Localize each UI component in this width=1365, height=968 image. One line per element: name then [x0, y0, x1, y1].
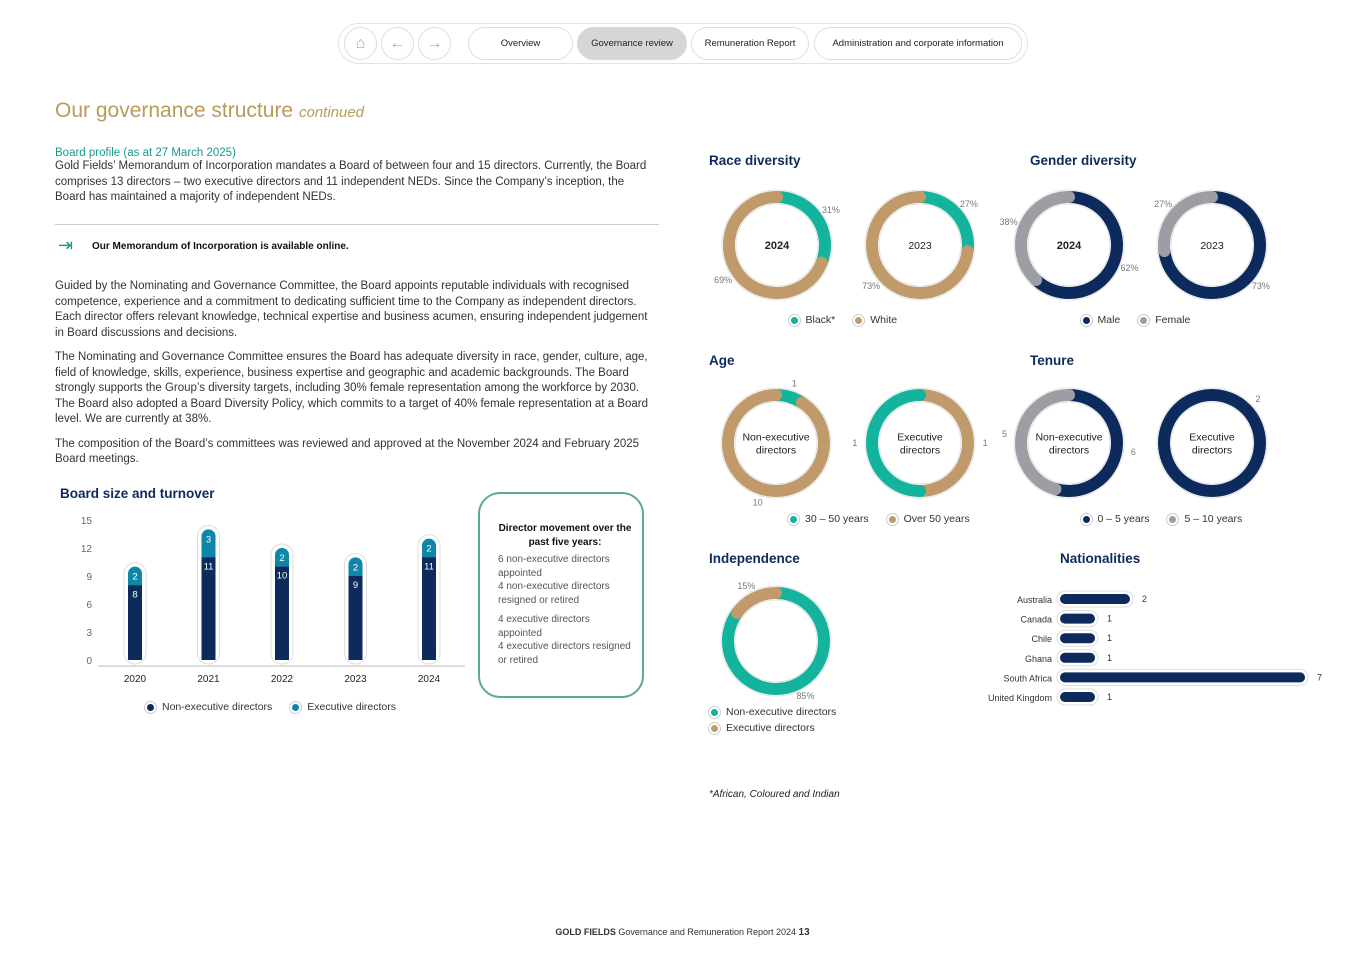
legend-item: [1081, 314, 1121, 326]
legend-item: [789, 314, 836, 326]
chart-title: Age: [709, 353, 735, 368]
legend-item: [1167, 513, 1242, 525]
bar-value: 2: [1142, 594, 1148, 604]
legend-swatch: [709, 723, 720, 734]
legend-label: 30 – 50 years: [805, 513, 869, 525]
category-label: South Africa: [1003, 673, 1052, 684]
category-label: Australia: [1016, 595, 1052, 605]
segment-label: 2: [1255, 394, 1261, 405]
legend-label: Executive directors: [726, 722, 815, 734]
x-tick-label: 2024: [417, 674, 441, 685]
bar-label: 10: [276, 570, 288, 582]
forward-button[interactable]: [418, 27, 451, 60]
legend-label: Female: [1155, 314, 1191, 326]
category-label: United Kingdom: [987, 693, 1052, 703]
donut-center-label: directors: [899, 444, 941, 457]
segment-label: 73%: [862, 281, 881, 292]
x-tick-label: 2022: [270, 674, 294, 685]
segment-label: 1: [852, 438, 858, 448]
legend-item: [1138, 314, 1190, 326]
bar-value: 1: [1107, 613, 1113, 624]
donut-inner-outline: [735, 600, 817, 682]
donut-center-label: 2024: [1056, 240, 1082, 252]
chart-legend: [789, 314, 898, 326]
tab-governance-review[interactable]: Governance review: [577, 27, 687, 60]
category-label: Canada: [1020, 614, 1052, 625]
legend-label: Black*: [805, 314, 836, 326]
y-tick-label: 3: [86, 628, 92, 639]
paragraph: Guided by the Nominating and Governance Committee, the Board appoints reputable individuals with recognised competence, experience and a commitment to dedicating sufficient time to the Company as independent directors. Each director offers relevant knowledge, technical expertise and business acumen, ensuring independent judgement in Board discussions and decisions.: [55, 280, 648, 339]
chart-title: Tenure: [1030, 353, 1075, 368]
chart-title: Gender diversity: [1030, 153, 1137, 168]
tab-overview[interactable]: Overview: [468, 27, 573, 60]
x-tick-label: 2021: [197, 674, 220, 685]
movement-line: 4 executive directors resigned or retired: [498, 641, 631, 666]
chart-legend: [1081, 314, 1191, 326]
x-tick-label: 2020: [123, 674, 147, 685]
legend-label: Male: [1097, 314, 1121, 326]
legend-item: [887, 513, 970, 525]
y-tick-label: 0: [86, 656, 92, 667]
segment-label: 62%: [1120, 262, 1139, 273]
bar-value: 1: [1107, 633, 1113, 644]
bar: [1060, 633, 1095, 643]
legend-swatch: [887, 514, 898, 525]
legend-swatch: [290, 702, 301, 713]
bar-label: 11: [424, 561, 434, 573]
title-text: Our governance structure: [55, 99, 294, 122]
donut-center-label: directors: [755, 444, 797, 457]
title-suffix: continued: [298, 104, 365, 121]
bar: [1060, 672, 1305, 682]
movement-line: 4 executive directors appointed: [498, 614, 590, 639]
link-out-icon: ⇥: [58, 235, 74, 255]
donut-chart: [697, 175, 857, 315]
y-tick-label: 9: [86, 572, 92, 583]
segment-label: 1: [791, 378, 797, 389]
donut-center-label: directors: [1191, 444, 1233, 457]
segment-label: 73%: [1251, 281, 1270, 292]
donut-chart: [1132, 373, 1292, 513]
paragraph: The Nominating and Governance Committee ensures the Board has adequate diversity in race, gender, culture, age, field of knowledge, skills, experience, business expertise and geographic and academic backgrounds. The Board strongly supports the Group’s diversity targets, including 30% female representation among the workforce by 2030. The Board also adopted a Board Diversity Policy, which commits to a target of 40% female representation at a Board level. We are currently at 38%.: [55, 351, 648, 425]
segment-label: 38%: [999, 217, 1018, 228]
donut-center-label: directors: [1048, 444, 1090, 457]
donut-center-label: Non-executive: [742, 431, 810, 444]
segment-label: 10: [752, 497, 763, 508]
bar-non-executive: [422, 557, 436, 660]
legend-label: 5 – 10 years: [1184, 513, 1243, 525]
donut-center-label: 2023: [908, 240, 932, 252]
footnote: *African, Coloured and Indian: [709, 789, 840, 800]
nationalities-title: Nationalities: [1060, 551, 1141, 566]
tab-remuneration-report[interactable]: Remuneration Report: [691, 27, 809, 60]
legend-swatch: [709, 707, 720, 718]
legend-swatch: [788, 514, 799, 525]
y-tick-label: 15: [80, 516, 92, 527]
legend-label: Executive directors: [307, 701, 396, 713]
legend-swatch: [789, 315, 800, 326]
bar-cap: [349, 652, 363, 660]
page-title: [55, 99, 364, 123]
paragraph: The composition of the Board’s committees was reviewed and approved at the November 2024 and February 2025 Board meetings.: [55, 437, 640, 465]
chart-legend: [788, 513, 970, 525]
donut-chart: [696, 373, 856, 513]
bar-cap: [202, 652, 216, 660]
legend-item: [145, 701, 272, 713]
segment-label: 85%: [796, 691, 815, 702]
legend-swatch: [145, 702, 156, 713]
chart-legend: [709, 706, 836, 734]
legend-label: Non-executive directors: [162, 701, 273, 713]
footer: [0, 927, 1365, 938]
movement-title: Director movement over the past five years:: [498, 523, 632, 548]
board-size-chart: [60, 505, 480, 690]
legend-item: [709, 722, 815, 734]
bar-label: 9: [352, 580, 359, 591]
donut-segment: [777, 197, 825, 263]
donut-center-label: Non-executive: [1035, 431, 1103, 444]
memorandum-link[interactable]: Our Memorandum of Incorporation is available online.: [92, 241, 349, 252]
category-label: Ghana: [1024, 653, 1052, 664]
legend-item: [709, 706, 836, 718]
bar-label: 3: [205, 534, 212, 546]
donut-chart: [696, 571, 856, 711]
legend-swatch: [1081, 315, 1092, 326]
legend-swatch: [1138, 315, 1149, 326]
bar-value: 1: [1107, 652, 1113, 663]
home-icon: ⌂: [355, 34, 366, 52]
bar-value: 1: [1107, 692, 1113, 702]
tab-administration[interactable]: Administration and corporate information: [814, 27, 1022, 60]
segment-label: 31%: [821, 205, 840, 216]
bar-value: 7: [1317, 672, 1323, 683]
bar-non-executive: [202, 557, 216, 660]
bar-label: 8: [132, 589, 138, 601]
board-profile-title: Board profile (as at 27 March 2025): [55, 147, 236, 159]
board-size-title: Board size and turnover: [60, 486, 215, 501]
y-tick-label: 12: [80, 544, 92, 555]
segment-label: 5: [1002, 429, 1008, 440]
chart-title: Independence: [709, 551, 800, 566]
bar: [1060, 692, 1095, 702]
legend-swatch: [1167, 514, 1178, 525]
bar-label: 11: [203, 561, 214, 573]
x-tick-label: 2023: [344, 674, 367, 685]
director-movement-box: [478, 492, 644, 698]
donut-center-label: 2024: [764, 240, 790, 252]
back-button[interactable]: [381, 27, 414, 60]
bar: [1060, 594, 1130, 604]
donut-chart: [840, 373, 1000, 513]
divider: [55, 224, 659, 225]
bar-cap: [275, 652, 289, 660]
chart-legend: [1081, 513, 1243, 525]
footer-text: Governance and Remuneration Report 2024: [618, 927, 796, 937]
movement-line: 6 non-executive directors appointed: [498, 554, 610, 579]
legend-item: [853, 314, 897, 326]
board-size-legend: [145, 701, 396, 713]
donut-center-label: Executive: [1189, 431, 1235, 444]
segment-label: 1: [982, 438, 988, 448]
bar: [1060, 614, 1095, 624]
legend-swatch: [1081, 514, 1092, 525]
bar-label: 2: [279, 553, 285, 564]
bar-cap: [128, 652, 142, 660]
donut-chart: [989, 175, 1149, 315]
donut-chart: [989, 373, 1149, 513]
nationalities-chart: [960, 585, 1340, 710]
segment-label: 27%: [1154, 198, 1173, 209]
legend-item: [1081, 513, 1150, 525]
page-number: 13: [798, 927, 810, 938]
donut-center-label: 2023: [1200, 240, 1224, 252]
donut-segment: [737, 593, 776, 613]
bar-cap: [422, 652, 436, 660]
arrow-right-icon: →: [426, 34, 443, 52]
donut-center-label: Executive: [897, 431, 943, 444]
legend-item: [290, 701, 396, 713]
category-label: Chile: [1031, 634, 1052, 645]
home-button[interactable]: [344, 27, 377, 60]
bar-label: 2: [426, 543, 432, 555]
footer-brand: GOLD FIELDS: [555, 927, 616, 937]
arrow-left-icon: ←: [389, 34, 406, 52]
legend-label: 0 – 5 years: [1097, 513, 1150, 525]
bar-label: 2: [132, 571, 138, 583]
segment-label: 15%: [737, 580, 756, 591]
legend-label: White: [870, 314, 898, 326]
segment-label: 6: [1130, 446, 1136, 457]
y-tick-label: 6: [86, 600, 92, 611]
segment-label: 69%: [714, 274, 733, 285]
donut-chart: [840, 175, 1000, 315]
legend-label: Over 50 years: [903, 513, 970, 525]
bar: [1060, 653, 1095, 663]
legend-swatch: [853, 315, 864, 326]
donut-outline: [721, 586, 831, 696]
legend-label: Non-executive directors: [726, 706, 837, 718]
donut-chart: [1132, 175, 1292, 315]
board-profile-text: Gold Fields’ Memorandum of Incorporation mandates a Board of between four and 15 directors. Currently, the Board comprises 13 directors – two executive directors and 11 independent NEDs. Since the Company’s inception, the Board has maintained a majority of independent NEDs.: [55, 160, 647, 203]
legend-item: [788, 513, 869, 525]
movement-line: 4 non-executive directors resigned or retired: [498, 581, 610, 606]
chart-title: Race diversity: [709, 153, 801, 168]
bar-label: 2: [352, 562, 359, 574]
segment-label: 27%: [959, 198, 978, 209]
